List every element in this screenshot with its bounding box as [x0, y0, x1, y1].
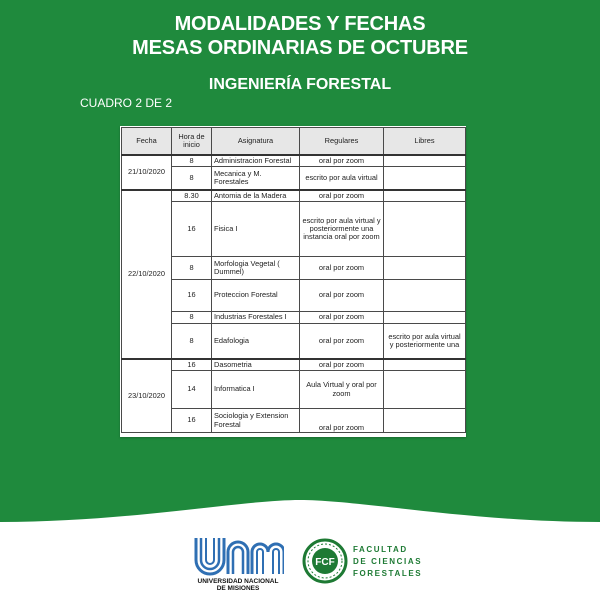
table-row [122, 190, 466, 202]
regulares-cell: Aula Virtual y oral por zoom [300, 371, 384, 409]
libres-cell [384, 167, 466, 190]
libres-cell [384, 155, 466, 167]
unam-name [184, 578, 292, 592]
footer-logos [0, 520, 600, 600]
hora-cell: 16 [172, 280, 212, 312]
fcf-seal-icon [302, 538, 348, 584]
header-libres: Libres [384, 128, 466, 155]
header-hora-line2: inicio [183, 139, 200, 149]
asignatura-cell: Proteccion Forestal [212, 280, 300, 312]
hora-cell: 8 [172, 257, 212, 280]
table-row [122, 257, 466, 280]
table-row [122, 280, 466, 312]
career-subtitle: INGENIERÍA FORESTAL [208, 76, 392, 93]
table-row [122, 167, 466, 190]
sheet-indicator: CUADRO 2 DE 2 [80, 96, 173, 110]
header-asignatura: Asignatura [212, 128, 300, 155]
regulares-cell: oral por zoom [300, 409, 384, 433]
unam-name-line2: DE MISIONES [216, 585, 260, 592]
regulares-cell: oral por zoom [300, 359, 384, 371]
table-row [122, 312, 466, 324]
hora-cell: 16 [172, 359, 212, 371]
table-row [122, 324, 466, 359]
fcf-seal-logo [302, 538, 348, 589]
libres-cell: escrito por aula virtual y posteriormente una [384, 324, 466, 359]
asignatura-cell: Administracion Forestal [212, 155, 300, 167]
table-header-row [122, 128, 466, 155]
unam-logo [192, 534, 284, 583]
asignatura-cell: Industrias Forestales I [212, 312, 300, 324]
regulares-cell: oral por zoom [300, 280, 384, 312]
libres-cell [384, 202, 466, 257]
hora-cell: 14 [172, 371, 212, 409]
asignatura-cell: Sociologia y Extension Forestal [212, 409, 300, 433]
date-cell: 22/10/2020 [122, 190, 172, 359]
table-row [122, 409, 466, 433]
libres-cell [384, 371, 466, 409]
libres-cell [384, 359, 466, 371]
hora-cell: 16 [172, 202, 212, 257]
regulares-cell: escrito por aula virtual [300, 167, 384, 190]
regulares-cell: oral por zoom [300, 190, 384, 202]
hora-cell: 8 [172, 324, 212, 359]
asignatura-cell: Mecanica y M. Forestales [212, 167, 300, 190]
asignatura-cell: Dasometria [212, 359, 300, 371]
libres-cell [384, 312, 466, 324]
libres-cell [384, 409, 466, 433]
table-row [122, 371, 466, 409]
schedule-card [120, 126, 466, 437]
svg-text:FCF: FCF [315, 557, 335, 568]
fcf-name-line2: DE CIENCIAS [353, 557, 423, 566]
fcf-name [353, 544, 422, 580]
table-row [122, 359, 466, 371]
table-row [122, 202, 466, 257]
header-regulares: Regulares [300, 128, 384, 155]
header-hora-line1: Hora de [178, 131, 205, 141]
fcf-name-line3: FORESTALES [353, 569, 423, 578]
asignatura-cell: Morfologia Vegetal ( Dummel) [212, 257, 300, 280]
libres-cell [384, 257, 466, 280]
regulares-cell: oral por zoom [300, 155, 384, 167]
page-title-line1: MODALIDADES Y FECHAS [174, 13, 426, 35]
hora-cell: 16 [172, 409, 212, 433]
fcf-name-line1: FACULTAD [353, 545, 408, 554]
regulares-cell: oral por zoom [300, 257, 384, 280]
libres-cell [384, 190, 466, 202]
date-cell: 21/10/2020 [122, 155, 172, 190]
asignatura-cell: Antomia de la Madera [212, 190, 300, 202]
regulares-cell: escrito por aula virtual y posteriormente una instancia oral por zoom [300, 202, 384, 257]
schedule-table [121, 127, 466, 433]
page-title-line2: MESAS ORDINARIAS DE OCTUBRE [132, 37, 468, 59]
unam-logo-mark [192, 534, 284, 578]
asignatura-cell: Fisica I [212, 202, 300, 257]
hora-cell: 8 [172, 312, 212, 324]
asignatura-cell: Edafologia [212, 324, 300, 359]
regulares-cell: oral por zoom [300, 324, 384, 359]
regulares-cell: oral por zoom [300, 312, 384, 324]
hora-cell: 8 [172, 155, 212, 167]
date-cell: 23/10/2020 [122, 359, 172, 433]
table-row [122, 155, 466, 167]
unam-name-line1: UNIVERSIDAD NACIONAL [197, 578, 279, 585]
hora-cell: 8.30 [172, 190, 212, 202]
header-hora [172, 128, 212, 155]
hora-cell: 8 [172, 167, 212, 190]
libres-cell [384, 280, 466, 312]
asignatura-cell: Informatica I [212, 371, 300, 409]
header-fecha: Fecha [122, 128, 172, 155]
